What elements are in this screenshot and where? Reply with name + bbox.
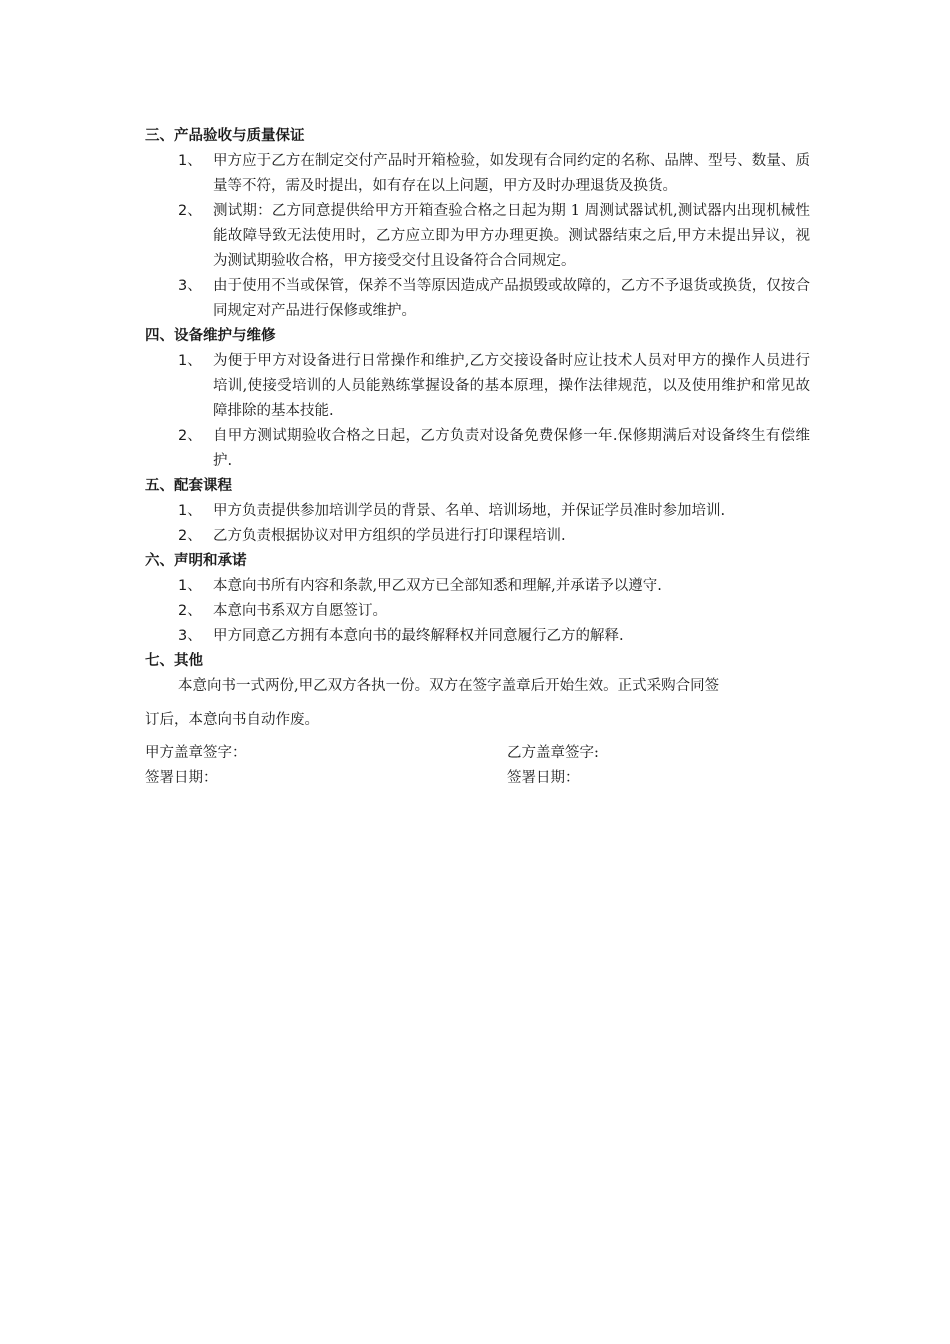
item-text: 测试期：乙方同意提供给甲方开箱查验合格之日起为期 1 周测试器试机,测试器内出现机械性能故障导致无法使用时，乙方应立即为甲方办理更换。测试器结束之后,甲方未提出异议，视为测试期验收合格，甲方接受交付且设备符合合同规定。: [213, 203, 810, 269]
item-text: 甲方应于乙方在制定交付产品时开箱检验，如发现有合同约定的名称、品牌、型号、数量、质量等不符，需及时提出，如有存在以上问题，甲方及时办理退货及换货。: [213, 153, 810, 194]
item-text: 自甲方测试期验收合格之日起，乙方负责对设备免费保修一年.保修期满后对设备终生有偿维护.: [213, 428, 810, 469]
item-number: 3、: [178, 278, 202, 294]
section-maintenance: [145, 324, 810, 474]
item-text: 本意向书系双方自愿签订。: [213, 603, 387, 619]
item-text: 甲方负责提供参加培训学员的背景、名单、培训场地，并保证学员准时参加培训.: [213, 503, 726, 519]
list-item: [145, 199, 810, 274]
list-item: [145, 499, 810, 524]
item-text: 由于使用不当或保管，保养不当等原因造成产品损毁或故障的，乙方不予退货或换货，仅按合同规定对产品进行保修或维护。: [213, 278, 810, 319]
list-item: [145, 524, 810, 549]
section-title: 三、产品验收与质量保证: [145, 128, 305, 144]
party-a-seal-label: 甲方盖章签字：: [145, 745, 247, 761]
section-title: 六、声明和承诺: [145, 553, 247, 569]
section-title: 五、配套课程: [145, 478, 232, 494]
item-number: 2、: [178, 203, 202, 219]
item-text: 本意向书所有内容和条款,甲乙双方已全部知悉和理解,并承诺予以遵守.: [213, 578, 662, 594]
list-item: [145, 424, 810, 474]
list-item: [145, 599, 810, 624]
section-title: 七、其他: [145, 653, 203, 669]
list-item: [145, 624, 810, 649]
item-number: 1、: [178, 153, 202, 169]
item-text: 乙方负责根据协议对甲方组织的学员进行打印课程培训.: [213, 528, 566, 544]
date-row: [145, 766, 810, 791]
other-paragraph-line-1: 本意向书一式两份,甲乙双方各执一份。双方在签字盖章后开始生效。正式采购合同签: [178, 678, 720, 694]
item-number: 1、: [178, 353, 202, 369]
other-paragraph-line-2: 订后，本意向书自动作废。: [145, 712, 319, 728]
section-title: 四、设备维护与维修: [145, 328, 276, 344]
list-item: [145, 574, 810, 599]
item-number: 2、: [178, 603, 202, 619]
item-number: 2、: [178, 428, 202, 444]
party-b-date-label: 签署日期：: [507, 770, 580, 786]
item-number: 2、: [178, 528, 202, 544]
list-item: [145, 349, 810, 424]
section-courses: [145, 474, 810, 549]
item-number: 1、: [178, 503, 202, 519]
party-a-date-label: 签署日期：: [145, 770, 218, 786]
section-acceptance: [145, 124, 810, 324]
document-page: [145, 124, 810, 791]
list-item: [145, 274, 810, 324]
item-text: 甲方同意乙方拥有本意向书的最终解释权并同意履行乙方的解释.: [213, 628, 624, 644]
item-number: 3、: [178, 628, 202, 644]
section-other: [145, 649, 810, 733]
section-declaration: [145, 549, 810, 649]
list-item: [145, 149, 810, 199]
item-text: 为便于甲方对设备进行日常操作和维护,乙方交接设备时应让技术人员对甲方的操作人员进行培训,使接受培训的人员能熟练掌握设备的基本原理，操作法律规范，以及使用维护和常见故障排除的基本技能.: [213, 353, 810, 419]
seal-row: [145, 741, 810, 766]
item-number: 1、: [178, 578, 202, 594]
party-b-seal-label: 乙方盖章签字:: [507, 745, 599, 761]
signature-block: [145, 741, 810, 791]
